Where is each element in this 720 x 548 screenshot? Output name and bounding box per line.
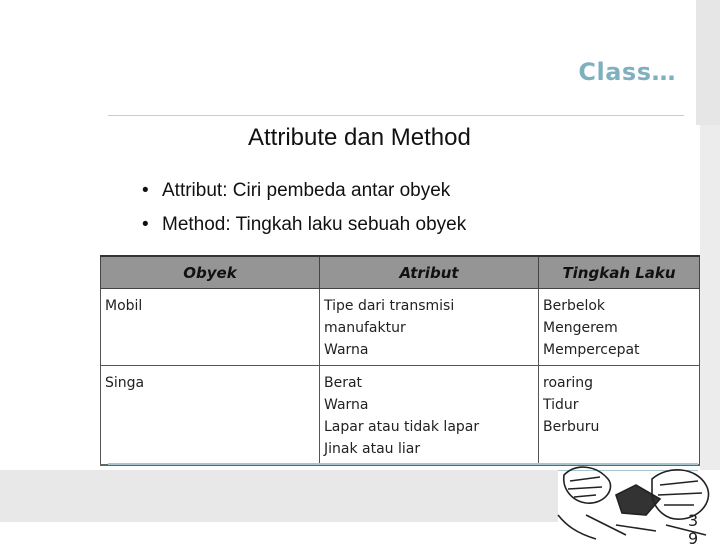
header-obyek: Obyek: [101, 256, 320, 289]
cell-tingkah-laku: [539, 366, 700, 466]
cell-line: Berburu: [543, 419, 600, 435]
cell-line: Singa: [105, 375, 145, 391]
content-heading: Attribute dan Method: [248, 124, 471, 151]
cell-line: Mobil: [105, 298, 143, 314]
bullet-item: [142, 180, 466, 214]
page-number: [688, 512, 698, 548]
cell-atribut: [320, 289, 539, 366]
footer-bar: [0, 470, 558, 522]
side-strip: [696, 0, 720, 125]
cell-line: Warna: [324, 397, 369, 413]
bullet-text: Method: Tingkah laku sebuah obyek: [162, 214, 467, 235]
bullet-list: [142, 180, 466, 248]
cell-line: Jinak atau liar: [324, 441, 421, 457]
bullet-text: Attribut: Ciri pembeda antar obyek: [162, 180, 451, 201]
cell-line: Berat: [324, 375, 363, 391]
table-row: [101, 366, 700, 466]
cell-atribut: [320, 366, 539, 466]
page-number-digit: 3: [688, 511, 699, 530]
header-tingkah-laku: Tingkah Laku: [539, 256, 700, 289]
cell-line: Lapar atau tidak lapar: [324, 419, 480, 435]
top-divider: [108, 115, 684, 116]
table-row: [101, 289, 700, 366]
slide-title: Class…: [578, 58, 676, 86]
cell-line: roaring: [543, 375, 593, 391]
cell-line: Mengerem: [543, 320, 618, 336]
page-number-digit: 9: [688, 529, 699, 548]
bullet-item: [142, 214, 466, 248]
cell-obyek: [101, 366, 320, 466]
comparison-table: [100, 255, 700, 466]
cell-line: Mempercepat: [543, 342, 640, 358]
side-strip-lower: [700, 125, 720, 470]
cell-line: manufaktur: [324, 320, 406, 336]
cell-line: Berbelok: [543, 298, 606, 314]
cell-line: Tidur: [543, 397, 579, 413]
table-header-row: [101, 256, 700, 289]
cell-line: Warna: [324, 342, 369, 358]
bullet-dot-icon: •: [142, 180, 149, 201]
bullet-dot-icon: •: [142, 214, 149, 235]
cell-tingkah-laku: [539, 289, 700, 366]
cell-obyek: [101, 289, 320, 366]
cell-line: Tipe dari transmisi: [324, 298, 455, 314]
header-atribut: Atribut: [320, 256, 539, 289]
